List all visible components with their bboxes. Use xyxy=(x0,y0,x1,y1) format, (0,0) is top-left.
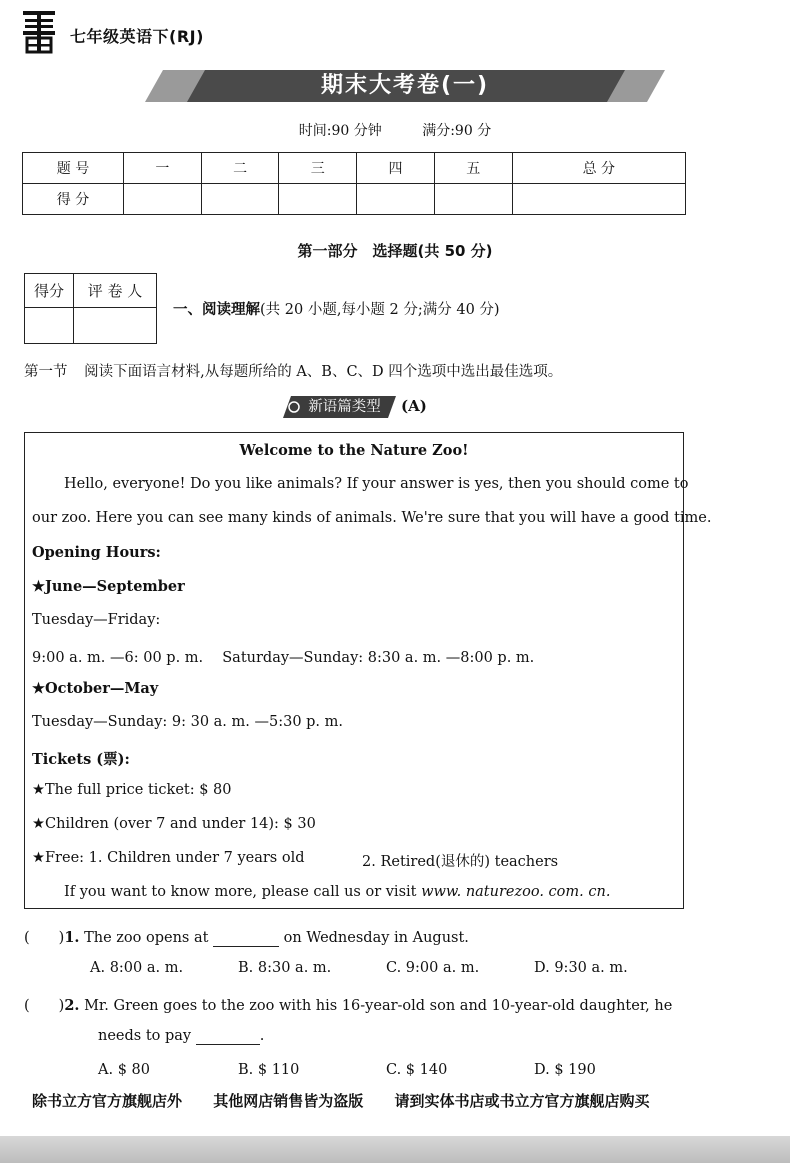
question-stem: The zoo opens at xyxy=(84,930,209,946)
passage-intro-line-2: our zoo. Here you can see many kinds of animals. We're sure that you will have a good time. xyxy=(32,510,712,526)
score-header-cell: 五 xyxy=(434,153,512,184)
score-header-cell: 二 xyxy=(201,153,279,184)
reading-heading-label: 一、阅读理解 xyxy=(173,302,260,318)
score-header-cell: 总 分 xyxy=(512,153,685,184)
grader-table xyxy=(24,273,157,344)
ticket-children: ★Children (over 7 and under 14): $ 30 xyxy=(32,816,316,832)
grader-score-cell[interactable] xyxy=(25,308,74,344)
score-label-cell: 得 分 xyxy=(23,184,124,215)
question-stem: on Wednesday in August. xyxy=(283,930,469,946)
season1-weekdays: Tuesday—Friday: xyxy=(32,612,161,628)
more-info-line xyxy=(64,884,610,900)
question-stem: . xyxy=(259,1028,265,1044)
more-info-text: If you want to know more, please call us or visit xyxy=(64,884,417,900)
season2-times: Tuesday—Sunday: 9: 30 a. m. —5:30 p. m. xyxy=(32,714,344,730)
passage-title: Welcome to the Nature Zoo! xyxy=(239,442,469,459)
reading-heading-detail: (共 20 小题,每小题 2 分;满分 40 分) xyxy=(260,302,500,318)
zoo-website-link[interactable]: www. naturezoo. com. cn. xyxy=(421,884,611,900)
question-1-option-d[interactable]: D. 9:30 a. m. xyxy=(534,960,628,976)
question-2-option-b[interactable]: B. $ 110 xyxy=(238,1062,300,1078)
footer-notice-3: 请到实体书店或书立方官方旗舰店购买 xyxy=(394,1092,650,1110)
score-cell[interactable] xyxy=(201,184,279,215)
footer-notice-2: 其他网店销售皆为盗版 xyxy=(213,1092,364,1110)
exam-title: 期末大考卷(一) xyxy=(320,73,490,98)
exam-info xyxy=(0,120,790,140)
passage-intro-line-1: Hello, everyone! Do you like animals? If your answer is yes, then you should come to xyxy=(64,476,689,492)
exam-full-score: 满分:90 分 xyxy=(422,123,492,139)
exam-time: 时间:90 分钟 xyxy=(298,123,382,139)
question-1-option-b[interactable]: B. 8:30 a. m. xyxy=(238,960,332,976)
grader-score-label: 得分 xyxy=(25,274,74,308)
answer-blank[interactable] xyxy=(213,930,279,947)
question-1-option-c[interactable]: C. 9:00 a. m. xyxy=(386,960,480,976)
score-cell[interactable] xyxy=(512,184,685,215)
score-table-header-row xyxy=(23,153,686,184)
passage-box xyxy=(24,432,684,909)
grader-name-label: 评 卷 人 xyxy=(74,274,157,308)
book-header: 七年级英语下(RJ) xyxy=(70,27,204,46)
grader-entry-row xyxy=(25,308,157,344)
anti-piracy-notice xyxy=(32,1090,676,1111)
passage-type-label: 新语篇类型 xyxy=(308,399,381,415)
score-table xyxy=(22,152,686,215)
question-2-option-d[interactable]: D. $ 190 xyxy=(534,1062,596,1078)
question-2-line-2 xyxy=(98,1028,264,1045)
grader-header-row xyxy=(25,274,157,308)
question-2-option-c[interactable]: C. $ 140 xyxy=(386,1062,448,1078)
question-2 xyxy=(24,994,672,1015)
score-cell[interactable] xyxy=(124,184,202,215)
grader-name-cell[interactable] xyxy=(74,308,157,344)
part-one-title: 第一部分 选择题(共 50 分) xyxy=(297,242,493,260)
score-header-cell: 题 号 xyxy=(23,153,124,184)
score-cell[interactable] xyxy=(279,184,357,215)
tickets-heading: Tickets (票): xyxy=(32,751,130,768)
section-label: 第一节 xyxy=(24,364,68,380)
question-number: 2. xyxy=(64,997,80,1014)
answer-paren[interactable]: ( ) xyxy=(24,930,65,946)
question-1 xyxy=(24,926,469,947)
score-cell[interactable] xyxy=(357,184,435,215)
passage-letter: (A) xyxy=(401,397,427,415)
answer-paren[interactable]: ( ) xyxy=(24,998,65,1014)
score-header-cell: 一 xyxy=(124,153,202,184)
answer-blank[interactable] xyxy=(196,1028,260,1045)
reading-heading xyxy=(173,298,500,319)
page-edge-shadow xyxy=(0,1136,790,1163)
question-stem: needs to pay xyxy=(98,1028,192,1044)
opening-hours-heading: Opening Hours: xyxy=(32,544,161,561)
ticket-full-price: ★The full price ticket: $ 80 xyxy=(32,782,232,798)
ticket-free-teachers: 2. Retired(退休的) teachers xyxy=(362,854,559,870)
score-header-cell: 四 xyxy=(357,153,435,184)
footer-notice-1: 除书立方官方旗舰店外 xyxy=(32,1092,183,1110)
question-number: 1. xyxy=(64,929,80,946)
publisher-logo-icon xyxy=(22,10,56,54)
season-june-september: ★June—September xyxy=(32,578,185,595)
section-instruction-text: 阅读下面语言材料,从每题所给的 A、B、C、D 四个选项中选出最佳选项。 xyxy=(84,364,563,380)
score-table-score-row xyxy=(23,184,686,215)
section-instruction xyxy=(24,360,562,381)
question-2-option-a[interactable]: A. $ 80 xyxy=(98,1062,150,1078)
season1-times: 9:00 a. m. —6: 00 p. m. Saturday—Sunday: 8:30 a. m. —8:00 p. m. xyxy=(32,650,535,666)
score-header-cell: 三 xyxy=(279,153,357,184)
ticket-free-children: ★Free: 1. Children under 7 years old xyxy=(32,850,305,866)
question-1-option-a[interactable]: A. 8:00 a. m. xyxy=(90,960,184,976)
season-october-may: ★October—May xyxy=(32,680,159,697)
score-cell[interactable] xyxy=(434,184,512,215)
question-stem: Mr. Green goes to the zoo with his 16-year-old son and 10-year-old daughter, he xyxy=(84,998,673,1014)
